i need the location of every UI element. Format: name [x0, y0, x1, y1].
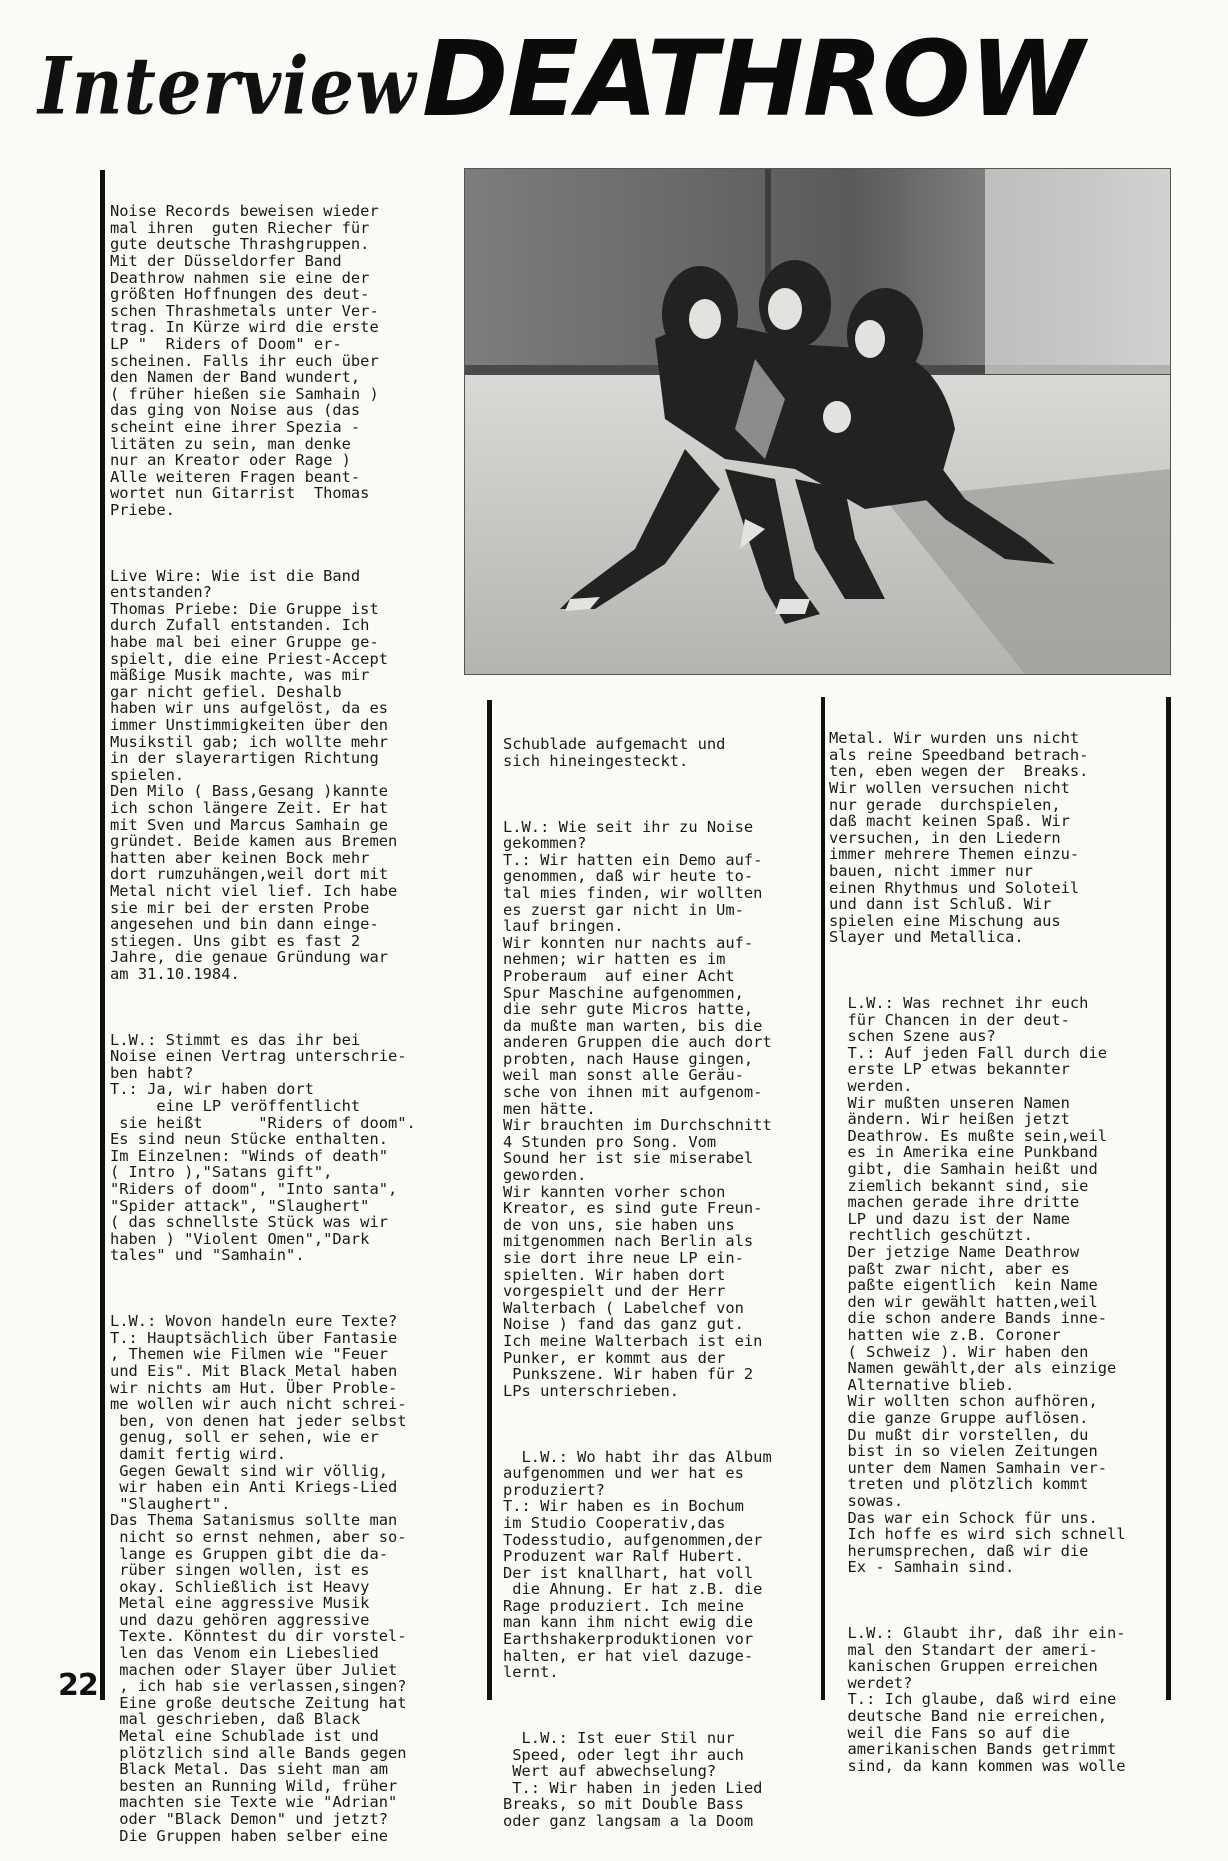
column-rule-left [100, 170, 105, 1700]
qa-chances: L.W.: Was rechnet ihr euch für Chancen in der deut- schen Szene aus? T.: Auf jeden Fall durch die erste LP etwas bekannter werden. Wir mußten unseren Namen ändern. Wir heißen jetzt Deathrow. Es mußte sein,weil es in Amerika eine Punkband gibt, die Samhain heißt und ziemlich bekannt sind, sie machen gerade ihre dritte LP und dazu ist der Name rechtlich geschützt. Der jetzige Name Deathrow paßt zwar nicht, aber es paßte eigentlich kein Name den wir gewählt hatten,weil die schon andere Bands inne- hatten wie z.B. Coroner ( Schweiz ). Wir haben den Namen gewählt,der als einzige Alternative blieb. Wir wollten schon aufhören, die ganze Gruppe auflösen. Du mußt dir vorstellen, du bist in so vielen Zeitungen unter dem Namen Samhain ver- treten und plötzlich kommt sowas. Das war ein Schock für uns. Ich hoffe es wird sich schnell herumsprechen, daß wir die Ex - Samhain sind. [847, 994, 1126, 1577]
qa-noise-contract: L.W.: Stimmt es das ihr bei Noise einen Vertrag unterschrie- ben habt? T.: Ja, wir haben dort eine LP veröffentlicht sie heißt "Riders of doom". Es sind neun Stücke enthalten. Im Einzelnen: "Winds of death" ( Intro ),"Satans gift", "Riders of doom", "Into santa", "Spider attack", "Slaughert" ( das schnellste Stück was wir haben ) "Violent Omen","Dark tales" und "Samhain". [110, 1030, 416, 1265]
column-rule-middle-right [821, 697, 825, 1700]
qa-album-recording: L.W.: Wo habt ihr das Album aufgenommen und wer hat es produziert? T.: Wir haben es in Bochum im Studio Cooperativ,das Todesstudio, aufgenommen,der Produzent war Ralf Hubert. Der ist knallhart, hat voll die Ahnung. Er hat z.B. die Rage produziert. Ich meine man kann ihm nicht ewig die Earthshakerproduktionen vor halten, er hat viel dazuge- lernt. [503, 1447, 772, 1682]
band-photo [464, 168, 1171, 675]
qa-lyrics: L.W.: Wovon handeln eure Texte? T.: Hauptsächlich über Fantasie , Themen wie Filmen wie "Feuer und Eis". Mit Black Metal haben wir nichts am Hut. Über Proble- me wollen wir auch nicht schrei- ben, von denen hat jeder selbst genug, soll er sehen, wie er damit fertig wird. Gegen Gewalt sind wir völlig, wir haben ein Anti Kriegs-Lied "Slaughert". Das Thema Satanismus sollte man nicht so ernst nehmen, aber so- lange es Gruppen gibt die da- rüber singen wollen, ist es okay. Schließlich ist Heavy Metal eine aggressive Musik und dazu gehören aggressive Texte. Könntest du dir vorstel- len das Venom ein Liebeslied machen oder Slayer über Juliet , ich hab sie verlassen,singen? Eine große deutsche Zeitung hat mal geschrieben, daß Black Metal eine Schublade ist und plötzlich sind alle Bands gegen Black Metal. Das sieht man am besten an Running Wild, früher machten sie Texte wie "Adrian" oder "Black Demon" und jetzt? Die Gruppen haben selber eine [110, 1312, 407, 1845]
column-rule-middle [487, 700, 492, 1700]
article-column-2 [503, 703, 809, 1846]
column-rule-right [1166, 697, 1171, 1700]
page-header [0, 0, 1228, 150]
qa-band-origin: Live Wire: Wie ist die Band entstanden? Thomas Priebe: Die Gruppe ist durch Zufall entstanden. Ich habe mal bei einer Gruppe ge- spielt, die eine Priest-Accept mäßige Musik machte, was mir gar nicht gefiel. Deshalb haben wir uns aufgelöst, da es immer Unstimmigkeiten über den Musikstil gab; ich wollte mehr in der slayerartigen Richtung spielen. Den Milo ( Bass,Gesang )kannte ich schon längere Zeit. Er hat mit Sven und Marcus Samhain ge gründet. Beide kamen aus Bremen hatten aber keinen Bock mehr dort rumzuhängen,weil dort mit Metal nicht viel lief. Ich habe sie mir bei der ersten Probe angesehen und bin dann einge- stiegen. Uns gibt es fast 2 Jahre, die genaue Gründung war am 31.10.1984. [110, 566, 398, 983]
qa-style: L.W.: Ist euer Stil nur Speed, oder legt ihr auch Wert auf abwechselung? T.: Wir haben in jeden Lied Breaks, so mit Double Bass oder ganz langsam a la Doom [503, 1729, 763, 1830]
title-interview: Interview [38, 39, 417, 133]
title-band: DEATHROW [422, 18, 1084, 140]
column3-continuation: Metal. Wir wurden uns nicht als reine Speedband betrach- ten, eben wegen der Breaks. Wir wollen versuchen nicht nur gerade durchspielen, daß macht keinen Spaß. Wir versuchen, in den Liedern immer mehrere Themen einzu- bauen, nicht immer nur einen Rhythmus und Soloteil und dann ist Schluß. Wir spielen eine Mischung aus Slayer und Metallica. [829, 729, 1089, 947]
intro-paragraph: Noise Records beweisen wieder mal ihren guten Riecher für gute deutsche Thrashgruppen. Mit der Düsseldorfer Band Deathrow nahmen sie eine der größten Hoffnungen des deut- schen Thrashmetals unter Ver- trag. In Kürze wird die erste LP " Riders of Doom" er- scheinen. Falls ihr euch über den Namen der Band wundert, ( früher hießen sie Samhain ) das ging von Noise aus (das scheint eine ihrer Spezia - litäten zu sein, man denke nur an Kreator oder Rage ) Alle weiteren Fragen beant- wortet nun Gitarrist Thomas Priebe. [110, 202, 379, 519]
article-column-3 [829, 697, 1159, 1791]
article-column-1 [110, 170, 478, 1861]
column2-continuation: Schublade aufgemacht und sich hineingesteckt. [503, 735, 726, 770]
qa-american-standard: L.W.: Glaubt ihr, daß ihr ein- mal den Standart der ameri- kanischen Gruppen erreichen werdet? T.: Ich glaube, daß wird eine deutsche Band nie erreichen, weil die Fans so auf die amerikanischen Bands getrimmt sind, da kann kommen was wolle [847, 1624, 1126, 1775]
page-number: 22 [58, 1668, 98, 1703]
band-photo-image [465, 169, 1170, 674]
qa-how-to-noise: L.W.: Wie seit ihr zu Noise gekommen? T.: Wir hatten ein Demo auf- genommen, daß wir heute to- tal mies finden, wir wollten es zuerst gar nicht in Um- lauf bringen. Wir konnten nur nachts auf- nehmen; wir hatten es im Proberaum auf einer Acht Spur Maschine aufgenommen, die sehr gute Micros hatte, da mußte man warten, bis die anderen Gruppen die auch dort probten, nach Hause gingen, weil man sonst alle Geräu- sche von ihnen mit aufgenom- men hätte. Wir brauchten im Durchschnitt 4 Stunden pro Song. Vom Sound her ist sie miserabel geworden. Wir kannten vorher schon Kreator, es sind gute Freun- de von uns, sie haben uns mitgenommen nach Berlin als sie dort ihre neue LP ein- spielten. Wir haben dort vorgespielt und der Herr Walterbach ( Labelchef von Noise ) fand das ganz gut. Ich meine Walterbach ist ein Punker, er kommt aus der Punkszene. Wir haben für 2 LPs unterschrieben. [503, 817, 772, 1400]
